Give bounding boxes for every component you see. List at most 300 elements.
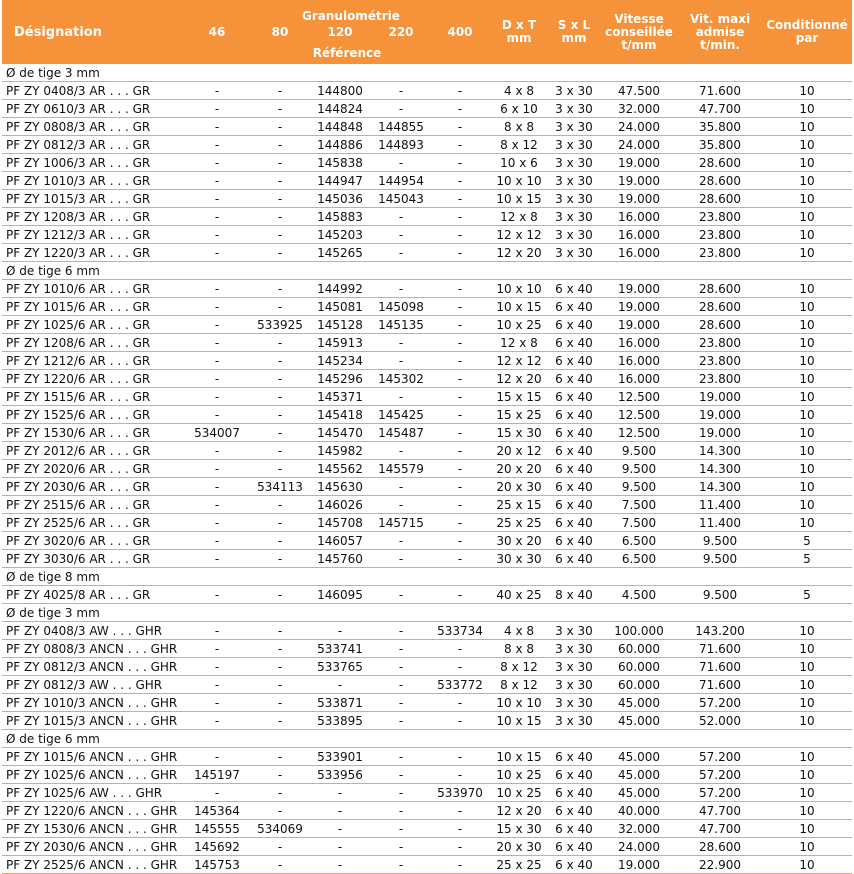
cell-grit-400: - [430, 100, 490, 118]
cell-grit-80: - [252, 172, 308, 190]
cell-conditionne: 10 [762, 154, 852, 172]
cell-dxt: 4 x 8 [490, 622, 548, 640]
cell-conditionne: 10 [762, 766, 852, 784]
cell-vitesse: 16.000 [600, 370, 678, 388]
table-row [2, 640, 852, 658]
cell-dxt: 10 x 10 [490, 280, 548, 298]
cell-vit-maxi: 47.700 [678, 802, 762, 820]
cell-grit-120: - [308, 838, 372, 856]
header-sxl-line1: S x L [557, 18, 591, 32]
cell-vitesse: 19.000 [600, 316, 678, 334]
cell-grit-220: - [372, 856, 430, 874]
cell-grit-80: - [252, 190, 308, 208]
cell-sxl: 6 x 40 [548, 442, 600, 460]
cell-grit-220: - [372, 712, 430, 730]
cell-grit-220: - [372, 658, 430, 676]
header-vitesse-line1: Vitesse [614, 11, 664, 26]
table-row [2, 460, 852, 478]
cell-grit-80: - [252, 460, 308, 478]
cell-conditionne: 10 [762, 478, 852, 496]
cell-grit-120: - [308, 676, 372, 694]
cell-dxt: 30 x 30 [490, 550, 548, 568]
header-grit-220: 220 [372, 0, 430, 64]
cell-grit-46: - [182, 244, 252, 262]
cell-grit-400: - [430, 190, 490, 208]
cell-designation: PF ZY 2515/6 AR . . . GR [2, 496, 182, 514]
cell-grit-120: 145838 [308, 154, 372, 172]
cell-grit-220: - [372, 622, 430, 640]
cell-conditionne: 10 [762, 748, 852, 766]
cell-conditionne: 10 [762, 334, 852, 352]
cell-vitesse: 19.000 [600, 154, 678, 172]
cell-grit-80: - [252, 838, 308, 856]
cell-conditionne: 10 [762, 352, 852, 370]
cell-dxt: 10 x 25 [490, 316, 548, 334]
cell-grit-400: - [430, 748, 490, 766]
cell-vit-maxi: 14.300 [678, 460, 762, 478]
header-dxt-line1: D x T [501, 18, 537, 32]
header-vitesse-line2: conseillée [605, 24, 673, 39]
cell-grit-400: - [430, 496, 490, 514]
cell-designation: PF ZY 1515/6 AR . . . GR [2, 388, 182, 406]
cell-grit-120: 145081 [308, 298, 372, 316]
cell-conditionne: 10 [762, 460, 852, 478]
cell-sxl: 6 x 40 [548, 766, 600, 784]
cell-grit-46: - [182, 100, 252, 118]
cell-vitesse: 19.000 [600, 856, 678, 874]
cell-grit-120: 146057 [308, 532, 372, 550]
cell-vit-maxi: 28.600 [678, 298, 762, 316]
cell-dxt: 10 x 25 [490, 766, 548, 784]
cell-vitesse: 12.500 [600, 406, 678, 424]
cell-grit-46: - [182, 478, 252, 496]
cell-designation: PF ZY 0808/3 AR . . . GR [2, 118, 182, 136]
cell-grit-80: - [252, 226, 308, 244]
header-dxt-line2: mm [506, 31, 532, 45]
table-row [2, 550, 852, 568]
cell-grit-400: - [430, 280, 490, 298]
cell-conditionne: 10 [762, 784, 852, 802]
cell-grit-80: - [252, 658, 308, 676]
table-row [2, 784, 852, 802]
product-table [2, 0, 852, 874]
cell-dxt: 15 x 30 [490, 820, 548, 838]
cell-dxt: 12 x 20 [490, 802, 548, 820]
cell-grit-46: - [182, 496, 252, 514]
cell-sxl: 6 x 40 [548, 550, 600, 568]
cell-vitesse: 16.000 [600, 226, 678, 244]
cell-designation: PF ZY 2525/6 AR . . . GR [2, 514, 182, 532]
cell-vitesse: 12.500 [600, 388, 678, 406]
cell-grit-120: 145470 [308, 424, 372, 442]
header-grit-46: 46 [182, 0, 252, 64]
cell-grit-220: - [372, 766, 430, 784]
table-row [2, 406, 852, 424]
cell-designation: PF ZY 1208/3 AR . . . GR [2, 208, 182, 226]
header-conditionne [762, 0, 852, 64]
cell-grit-46: - [182, 694, 252, 712]
cell-grit-120: 533741 [308, 640, 372, 658]
cell-grit-400: - [430, 658, 490, 676]
cell-vitesse: 47.500 [600, 82, 678, 100]
cell-grit-46: - [182, 280, 252, 298]
cell-grit-400: - [430, 514, 490, 532]
cell-grit-80: - [252, 208, 308, 226]
cell-vit-maxi: 71.600 [678, 82, 762, 100]
cell-grit-220: - [372, 226, 430, 244]
cell-dxt: 12 x 8 [490, 334, 548, 352]
cell-conditionne: 10 [762, 118, 852, 136]
cell-grit-46: 534007 [182, 424, 252, 442]
cell-sxl: 3 x 30 [548, 190, 600, 208]
cell-grit-46: - [182, 784, 252, 802]
table-row [2, 172, 852, 190]
cell-conditionne: 10 [762, 640, 852, 658]
cell-conditionne: 10 [762, 82, 852, 100]
cell-sxl: 3 x 30 [548, 82, 600, 100]
cell-vit-maxi: 47.700 [678, 100, 762, 118]
cell-grit-220: - [372, 334, 430, 352]
cell-grit-220: - [372, 208, 430, 226]
table-row [2, 532, 852, 550]
cell-grit-46: - [182, 82, 252, 100]
cell-sxl: 3 x 30 [548, 694, 600, 712]
cell-grit-400: - [430, 226, 490, 244]
cell-vit-maxi: 28.600 [678, 172, 762, 190]
cell-grit-46: - [182, 388, 252, 406]
cell-vit-maxi: 47.700 [678, 820, 762, 838]
cell-grit-400: - [430, 424, 490, 442]
cell-grit-120: 145760 [308, 550, 372, 568]
cell-designation: PF ZY 1010/3 AR . . . GR [2, 172, 182, 190]
cell-conditionne: 10 [762, 820, 852, 838]
table-row [2, 838, 852, 856]
cell-grit-400: - [430, 766, 490, 784]
header-vitesse-line3: t/mm [621, 37, 657, 52]
cell-grit-46: - [182, 586, 252, 604]
cell-grit-220: 144855 [372, 118, 430, 136]
cell-designation: PF ZY 1015/3 ANCN . . . GHR [2, 712, 182, 730]
table-row [2, 442, 852, 460]
header-vit-maxi [678, 0, 762, 64]
cell-grit-220: - [372, 640, 430, 658]
cell-designation: PF ZY 1212/6 AR . . . GR [2, 352, 182, 370]
cell-sxl: 3 x 30 [548, 244, 600, 262]
cell-grit-120: 145371 [308, 388, 372, 406]
cell-dxt: 10 x 10 [490, 694, 548, 712]
cell-designation: PF ZY 1525/6 AR . . . GR [2, 406, 182, 424]
cell-vit-maxi: 35.800 [678, 118, 762, 136]
cell-designation: PF ZY 3030/6 AR . . . GR [2, 550, 182, 568]
cell-grit-400: - [430, 820, 490, 838]
header-sxl [548, 0, 600, 64]
cell-conditionne: 5 [762, 550, 852, 568]
cell-sxl: 6 x 40 [548, 352, 600, 370]
cell-grit-46: - [182, 640, 252, 658]
cell-vitesse: 16.000 [600, 352, 678, 370]
cell-sxl: 3 x 30 [548, 658, 600, 676]
cell-designation: PF ZY 4025/8 AR . . . GR [2, 586, 182, 604]
cell-grit-220: - [372, 154, 430, 172]
cell-dxt: 10 x 25 [490, 784, 548, 802]
cell-conditionne: 10 [762, 712, 852, 730]
cell-grit-46: - [182, 208, 252, 226]
table-row [2, 100, 852, 118]
cell-grit-46: 145753 [182, 856, 252, 874]
cell-vit-maxi: 57.200 [678, 766, 762, 784]
cell-conditionne: 10 [762, 802, 852, 820]
cell-vitesse: 16.000 [600, 208, 678, 226]
cell-dxt: 20 x 30 [490, 478, 548, 496]
cell-grit-46: - [182, 370, 252, 388]
cell-grit-120: 144992 [308, 280, 372, 298]
cell-grit-220: 145425 [372, 406, 430, 424]
cell-vitesse: 19.000 [600, 190, 678, 208]
cell-grit-220: - [372, 820, 430, 838]
table-row [2, 82, 852, 100]
table-row [2, 856, 852, 874]
cell-grit-220: - [372, 532, 430, 550]
cell-grit-80: - [252, 100, 308, 118]
table-row [2, 154, 852, 172]
cell-grit-46: - [182, 118, 252, 136]
section-row [2, 64, 852, 82]
cell-sxl: 3 x 30 [548, 640, 600, 658]
cell-grit-220: - [372, 280, 430, 298]
cell-sxl: 6 x 40 [548, 856, 600, 874]
cell-vit-maxi: 28.600 [678, 190, 762, 208]
cell-conditionne: 10 [762, 136, 852, 154]
cell-grit-400: 533772 [430, 676, 490, 694]
cell-dxt: 15 x 15 [490, 388, 548, 406]
cell-grit-80: - [252, 856, 308, 874]
cell-dxt: 8 x 12 [490, 658, 548, 676]
table-row [2, 334, 852, 352]
cell-vit-maxi: 23.800 [678, 370, 762, 388]
cell-vit-maxi: 23.800 [678, 226, 762, 244]
cell-grit-120: 145982 [308, 442, 372, 460]
cell-vitesse: 19.000 [600, 298, 678, 316]
cell-dxt: 20 x 12 [490, 442, 548, 460]
section-row [2, 262, 852, 280]
cell-grit-46: - [182, 622, 252, 640]
cell-grit-80: - [252, 442, 308, 460]
cell-grit-220: - [372, 442, 430, 460]
cell-vit-maxi: 11.400 [678, 496, 762, 514]
cell-grit-120: - [308, 622, 372, 640]
cell-designation: PF ZY 1015/6 ANCN . . . GHR [2, 748, 182, 766]
cell-designation: PF ZY 1208/6 AR . . . GR [2, 334, 182, 352]
cell-grit-400: - [430, 460, 490, 478]
cell-sxl: 3 x 30 [548, 154, 600, 172]
cell-grit-80: 533925 [252, 316, 308, 334]
cell-grit-80: - [252, 622, 308, 640]
cell-vitesse: 19.000 [600, 280, 678, 298]
cell-sxl: 3 x 30 [548, 226, 600, 244]
cell-grit-120: 146095 [308, 586, 372, 604]
cell-conditionne: 10 [762, 514, 852, 532]
cell-sxl: 8 x 40 [548, 586, 600, 604]
cell-vit-maxi: 19.000 [678, 424, 762, 442]
table-row [2, 514, 852, 532]
cell-sxl: 6 x 40 [548, 748, 600, 766]
section-row [2, 730, 852, 748]
cell-grit-120: - [308, 802, 372, 820]
cell-grit-120: 145203 [308, 226, 372, 244]
table-row [2, 136, 852, 154]
cell-designation: PF ZY 1220/6 ANCN . . . GHR [2, 802, 182, 820]
cell-vit-maxi: 57.200 [678, 784, 762, 802]
table-header [2, 0, 852, 64]
cell-grit-46: - [182, 514, 252, 532]
table-row [2, 298, 852, 316]
cell-vitesse: 6.500 [600, 550, 678, 568]
cell-vitesse: 60.000 [600, 658, 678, 676]
cell-grit-46: 145197 [182, 766, 252, 784]
cell-sxl: 6 x 40 [548, 802, 600, 820]
table-row [2, 676, 852, 694]
cell-vitesse: 9.500 [600, 460, 678, 478]
section-title: Ø de tige 6 mm [2, 262, 852, 280]
cell-grit-46: - [182, 460, 252, 478]
cell-vitesse: 45.000 [600, 748, 678, 766]
table-row [2, 622, 852, 640]
section-row [2, 604, 852, 622]
cell-vitesse: 32.000 [600, 820, 678, 838]
cell-dxt: 12 x 8 [490, 208, 548, 226]
table-row [2, 352, 852, 370]
cell-vit-maxi: 28.600 [678, 838, 762, 856]
cell-conditionne: 10 [762, 622, 852, 640]
header-designation: Désignation [2, 0, 182, 64]
cell-grit-46: - [182, 334, 252, 352]
cell-grit-220: - [372, 388, 430, 406]
cell-grit-80: - [252, 82, 308, 100]
table-row [2, 226, 852, 244]
cell-grit-120: 144947 [308, 172, 372, 190]
cell-vitesse: 12.500 [600, 424, 678, 442]
cell-grit-80: - [252, 388, 308, 406]
cell-vitesse: 24.000 [600, 136, 678, 154]
cell-grit-46: - [182, 136, 252, 154]
cell-grit-400: - [430, 406, 490, 424]
cell-vit-maxi: 71.600 [678, 640, 762, 658]
cell-grit-80: - [252, 514, 308, 532]
cell-designation: PF ZY 1015/6 AR . . . GR [2, 298, 182, 316]
cell-designation: PF ZY 0408/3 AR . . . GR [2, 82, 182, 100]
cell-vit-maxi: 11.400 [678, 514, 762, 532]
cell-vit-maxi: 19.000 [678, 406, 762, 424]
cell-vitesse: 19.000 [600, 172, 678, 190]
cell-grit-220: - [372, 586, 430, 604]
cell-grit-120: 533895 [308, 712, 372, 730]
cell-vit-maxi: 14.300 [678, 442, 762, 460]
header-grit-400: 400 [430, 0, 490, 64]
cell-conditionne: 10 [762, 100, 852, 118]
cell-grit-120: 145234 [308, 352, 372, 370]
cell-conditionne: 5 [762, 532, 852, 550]
cell-designation: PF ZY 0812/3 AR . . . GR [2, 136, 182, 154]
cell-grit-120: 145036 [308, 190, 372, 208]
cell-conditionne: 10 [762, 316, 852, 334]
cell-grit-80: - [252, 694, 308, 712]
cell-designation: PF ZY 1025/6 AW . . . GHR [2, 784, 182, 802]
cell-grit-400: 533734 [430, 622, 490, 640]
cell-grit-80: - [252, 280, 308, 298]
product-table-container [2, 0, 852, 874]
cell-dxt: 8 x 8 [490, 118, 548, 136]
cell-grit-120: 144886 [308, 136, 372, 154]
cell-grit-46: - [182, 298, 252, 316]
cell-grit-220: - [372, 748, 430, 766]
cell-sxl: 3 x 30 [548, 208, 600, 226]
cell-dxt: 10 x 15 [490, 712, 548, 730]
cell-sxl: 6 x 40 [548, 280, 600, 298]
header-sxl-line2: mm [561, 31, 587, 45]
cell-grit-220: 145302 [372, 370, 430, 388]
cell-vit-maxi: 19.000 [678, 388, 762, 406]
cell-dxt: 15 x 30 [490, 424, 548, 442]
cell-dxt: 20 x 20 [490, 460, 548, 478]
cell-grit-400: - [430, 442, 490, 460]
cell-sxl: 6 x 40 [548, 316, 600, 334]
cell-grit-120: 533956 [308, 766, 372, 784]
cell-grit-80: - [252, 244, 308, 262]
cell-grit-80: - [252, 550, 308, 568]
cell-dxt: 10 x 6 [490, 154, 548, 172]
cell-grit-400: - [430, 352, 490, 370]
cell-conditionne: 10 [762, 658, 852, 676]
table-row [2, 388, 852, 406]
table-row [2, 748, 852, 766]
cell-conditionne: 10 [762, 676, 852, 694]
cell-conditionne: 10 [762, 226, 852, 244]
cell-dxt: 25 x 15 [490, 496, 548, 514]
cell-conditionne: 10 [762, 694, 852, 712]
cell-dxt: 10 x 15 [490, 748, 548, 766]
cell-designation: PF ZY 0812/3 AW . . . GHR [2, 676, 182, 694]
cell-vitesse: 7.500 [600, 496, 678, 514]
cell-conditionne: 10 [762, 424, 852, 442]
cell-sxl: 3 x 30 [548, 118, 600, 136]
table-row [2, 496, 852, 514]
cell-vit-maxi: 57.200 [678, 748, 762, 766]
cell-sxl: 6 x 40 [548, 514, 600, 532]
cell-grit-80: - [252, 118, 308, 136]
cell-grit-220: 145135 [372, 316, 430, 334]
cell-designation: PF ZY 1010/6 AR . . . GR [2, 280, 182, 298]
table-row [2, 694, 852, 712]
cell-dxt: 6 x 10 [490, 100, 548, 118]
reference-label: Référence [312, 46, 382, 60]
cell-dxt: 12 x 20 [490, 244, 548, 262]
cell-grit-400: - [430, 82, 490, 100]
table-row [2, 658, 852, 676]
cell-grit-400: - [430, 118, 490, 136]
cell-sxl: 6 x 40 [548, 496, 600, 514]
table-body [2, 64, 852, 874]
cell-grit-120: 145265 [308, 244, 372, 262]
cell-grit-220: - [372, 352, 430, 370]
header-grit-80: 80 [252, 0, 308, 64]
cell-dxt: 8 x 8 [490, 640, 548, 658]
table-row [2, 190, 852, 208]
cell-conditionne: 10 [762, 244, 852, 262]
table-row [2, 118, 852, 136]
cell-grit-400: - [430, 838, 490, 856]
cell-grit-400: - [430, 712, 490, 730]
cell-designation: PF ZY 1530/6 ANCN . . . GHR [2, 820, 182, 838]
